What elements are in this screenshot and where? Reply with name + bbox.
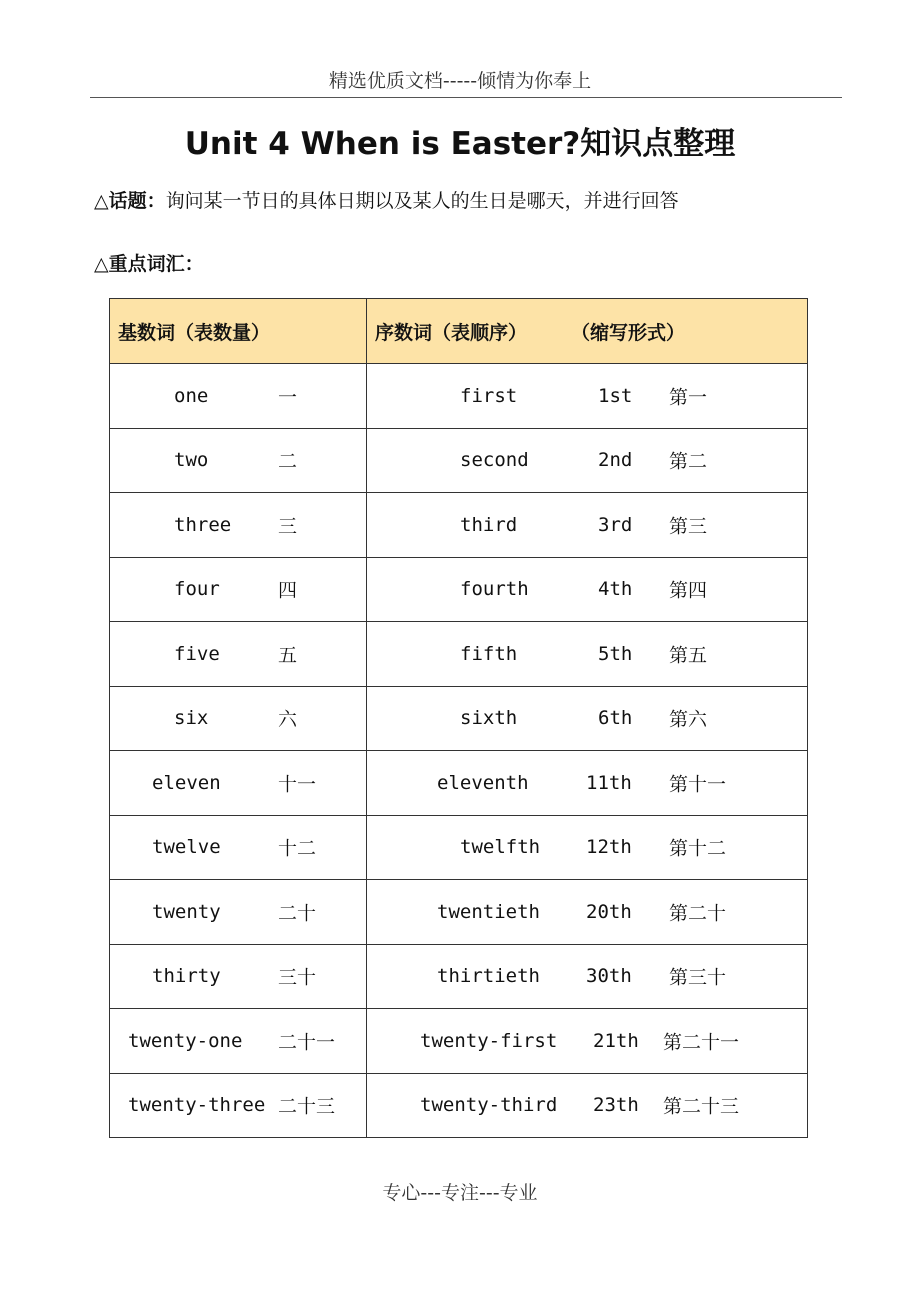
cardinal-chinese: 六 (278, 708, 298, 731)
ordinal-chinese: 第一 (669, 386, 708, 409)
ordinal-chinese: 第三十 (669, 966, 727, 989)
cardinal-word: twenty-three (128, 1094, 266, 1117)
table-row (110, 1009, 808, 1074)
table-row (110, 815, 808, 880)
ordinal-abbr: 1st (598, 384, 633, 407)
table-body (110, 364, 808, 1138)
ordinal-chinese: 第五 (669, 644, 708, 667)
cardinal-chinese: 十一 (278, 773, 317, 796)
ordinal-abbr: 30th (586, 965, 632, 988)
table-row (110, 686, 808, 751)
ordinal-abbr: 6th (598, 707, 633, 730)
cardinal-cell (110, 686, 367, 751)
cardinal-chinese: 二 (278, 450, 298, 473)
ordinal-word: fifth (460, 642, 518, 665)
header-abbr-label: （缩写形式） (571, 321, 686, 344)
cardinal-cell (110, 880, 367, 945)
ordinal-abbr: 23th (593, 1094, 639, 1117)
cardinal-word: five (174, 642, 220, 665)
ordinal-cell (367, 751, 808, 816)
cardinal-word: twenty (152, 900, 221, 923)
ordinal-cell (367, 815, 808, 880)
ordinal-abbr: 12th (586, 836, 632, 859)
ordinal-cell (367, 364, 808, 429)
ordinal-chinese: 第十一 (669, 773, 727, 796)
cardinal-cell (110, 815, 367, 880)
cardinal-word: two (174, 449, 209, 472)
table-row (110, 428, 808, 493)
vocab-heading: △重点词汇： (94, 253, 204, 275)
cardinal-cell (110, 493, 367, 558)
cardinal-chinese: 二十三 (278, 1095, 336, 1118)
ordinal-word: third (460, 513, 518, 536)
table-row (110, 1073, 808, 1138)
ordinal-abbr: 2nd (598, 449, 633, 472)
cardinal-cell (110, 1009, 367, 1074)
ordinal-cell (367, 622, 808, 687)
vocab-table (109, 298, 808, 1138)
ordinal-word: second (460, 449, 529, 472)
cardinal-word: four (174, 578, 220, 601)
ordinal-word: first (460, 384, 518, 407)
topic-label: △话题： (94, 190, 166, 212)
ordinal-abbr: 11th (586, 771, 632, 794)
cardinal-word: eleven (152, 771, 221, 794)
cardinal-word: three (174, 513, 232, 536)
table-row (110, 751, 808, 816)
ordinal-word: twelfth (460, 836, 541, 859)
ordinal-word: eleventh (437, 771, 529, 794)
cardinal-word: one (174, 384, 209, 407)
ordinal-cell (367, 493, 808, 558)
table-row (110, 493, 808, 558)
page-footer: 专心---专注---专业 (382, 1182, 538, 1204)
cardinal-chinese: 三 (278, 515, 298, 538)
ordinal-cell (367, 1073, 808, 1138)
cardinal-cell (110, 364, 367, 429)
cardinal-word: thirty (152, 965, 221, 988)
ordinal-cell (367, 428, 808, 493)
ordinal-word: fourth (460, 578, 529, 601)
cardinal-chinese: 二十一 (278, 1031, 336, 1054)
ordinal-abbr: 21th (593, 1029, 639, 1052)
ordinal-chinese: 第十二 (669, 837, 727, 860)
header-divider (90, 97, 842, 98)
cardinal-word: six (174, 707, 209, 730)
cardinal-cell (110, 622, 367, 687)
ordinal-abbr: 5th (598, 642, 633, 665)
ordinal-abbr: 4th (598, 578, 633, 601)
page-header: 精选优质文档-----倾情为你奉上 (328, 70, 592, 92)
ordinal-cell (367, 880, 808, 945)
ordinal-cell (367, 1009, 808, 1074)
ordinal-chinese: 第二十一 (663, 1031, 740, 1054)
ordinal-abbr: 20th (586, 900, 632, 923)
page-title: Unit 4 When is Easter?知识点整理 (184, 126, 736, 162)
cardinal-chinese: 三十 (278, 966, 317, 989)
header-cardinal (110, 299, 367, 364)
ordinal-word: twentieth (437, 900, 540, 923)
header-ordinal-label: 序数词（表顺序） (375, 321, 528, 344)
table-row (110, 622, 808, 687)
ordinal-chinese: 第二十三 (663, 1095, 740, 1118)
cardinal-chinese: 十二 (278, 837, 317, 860)
ordinal-cell (367, 686, 808, 751)
table-row (110, 364, 808, 429)
ordinal-chinese: 第二十 (669, 902, 727, 925)
table-header-row (110, 299, 808, 364)
ordinal-word: sixth (460, 707, 518, 730)
ordinal-chinese: 第六 (669, 708, 708, 731)
cardinal-chinese: 五 (278, 644, 298, 667)
cardinal-word: twenty-one (128, 1029, 243, 1052)
cardinal-chinese: 一 (278, 386, 298, 409)
ordinal-word: twenty-third (420, 1094, 558, 1117)
cardinal-cell (110, 428, 367, 493)
header-ordinal (367, 299, 808, 364)
header-cardinal-label: 基数词（表数量） (118, 321, 271, 344)
ordinal-word: thirtieth (437, 965, 540, 988)
cardinal-cell (110, 557, 367, 622)
ordinal-cell (367, 557, 808, 622)
ordinal-chinese: 第四 (669, 579, 708, 602)
table-row (110, 557, 808, 622)
ordinal-chinese: 第二 (669, 450, 708, 473)
topic-text: 询问某一节日的具体日期以及某人的生日是哪天，并进行回答 (165, 190, 679, 212)
table-row (110, 880, 808, 945)
cardinal-cell (110, 1073, 367, 1138)
ordinal-cell (367, 944, 808, 1009)
ordinal-word: twenty-first (420, 1029, 558, 1052)
ordinal-chinese: 第三 (669, 515, 708, 538)
cardinal-chinese: 二十 (278, 902, 317, 925)
topic-line (94, 186, 679, 213)
cardinal-chinese: 四 (278, 579, 298, 602)
cardinal-cell (110, 944, 367, 1009)
cardinal-word: twelve (152, 836, 221, 859)
cardinal-cell (110, 751, 367, 816)
ordinal-abbr: 3rd (598, 513, 633, 536)
table-row (110, 944, 808, 1009)
